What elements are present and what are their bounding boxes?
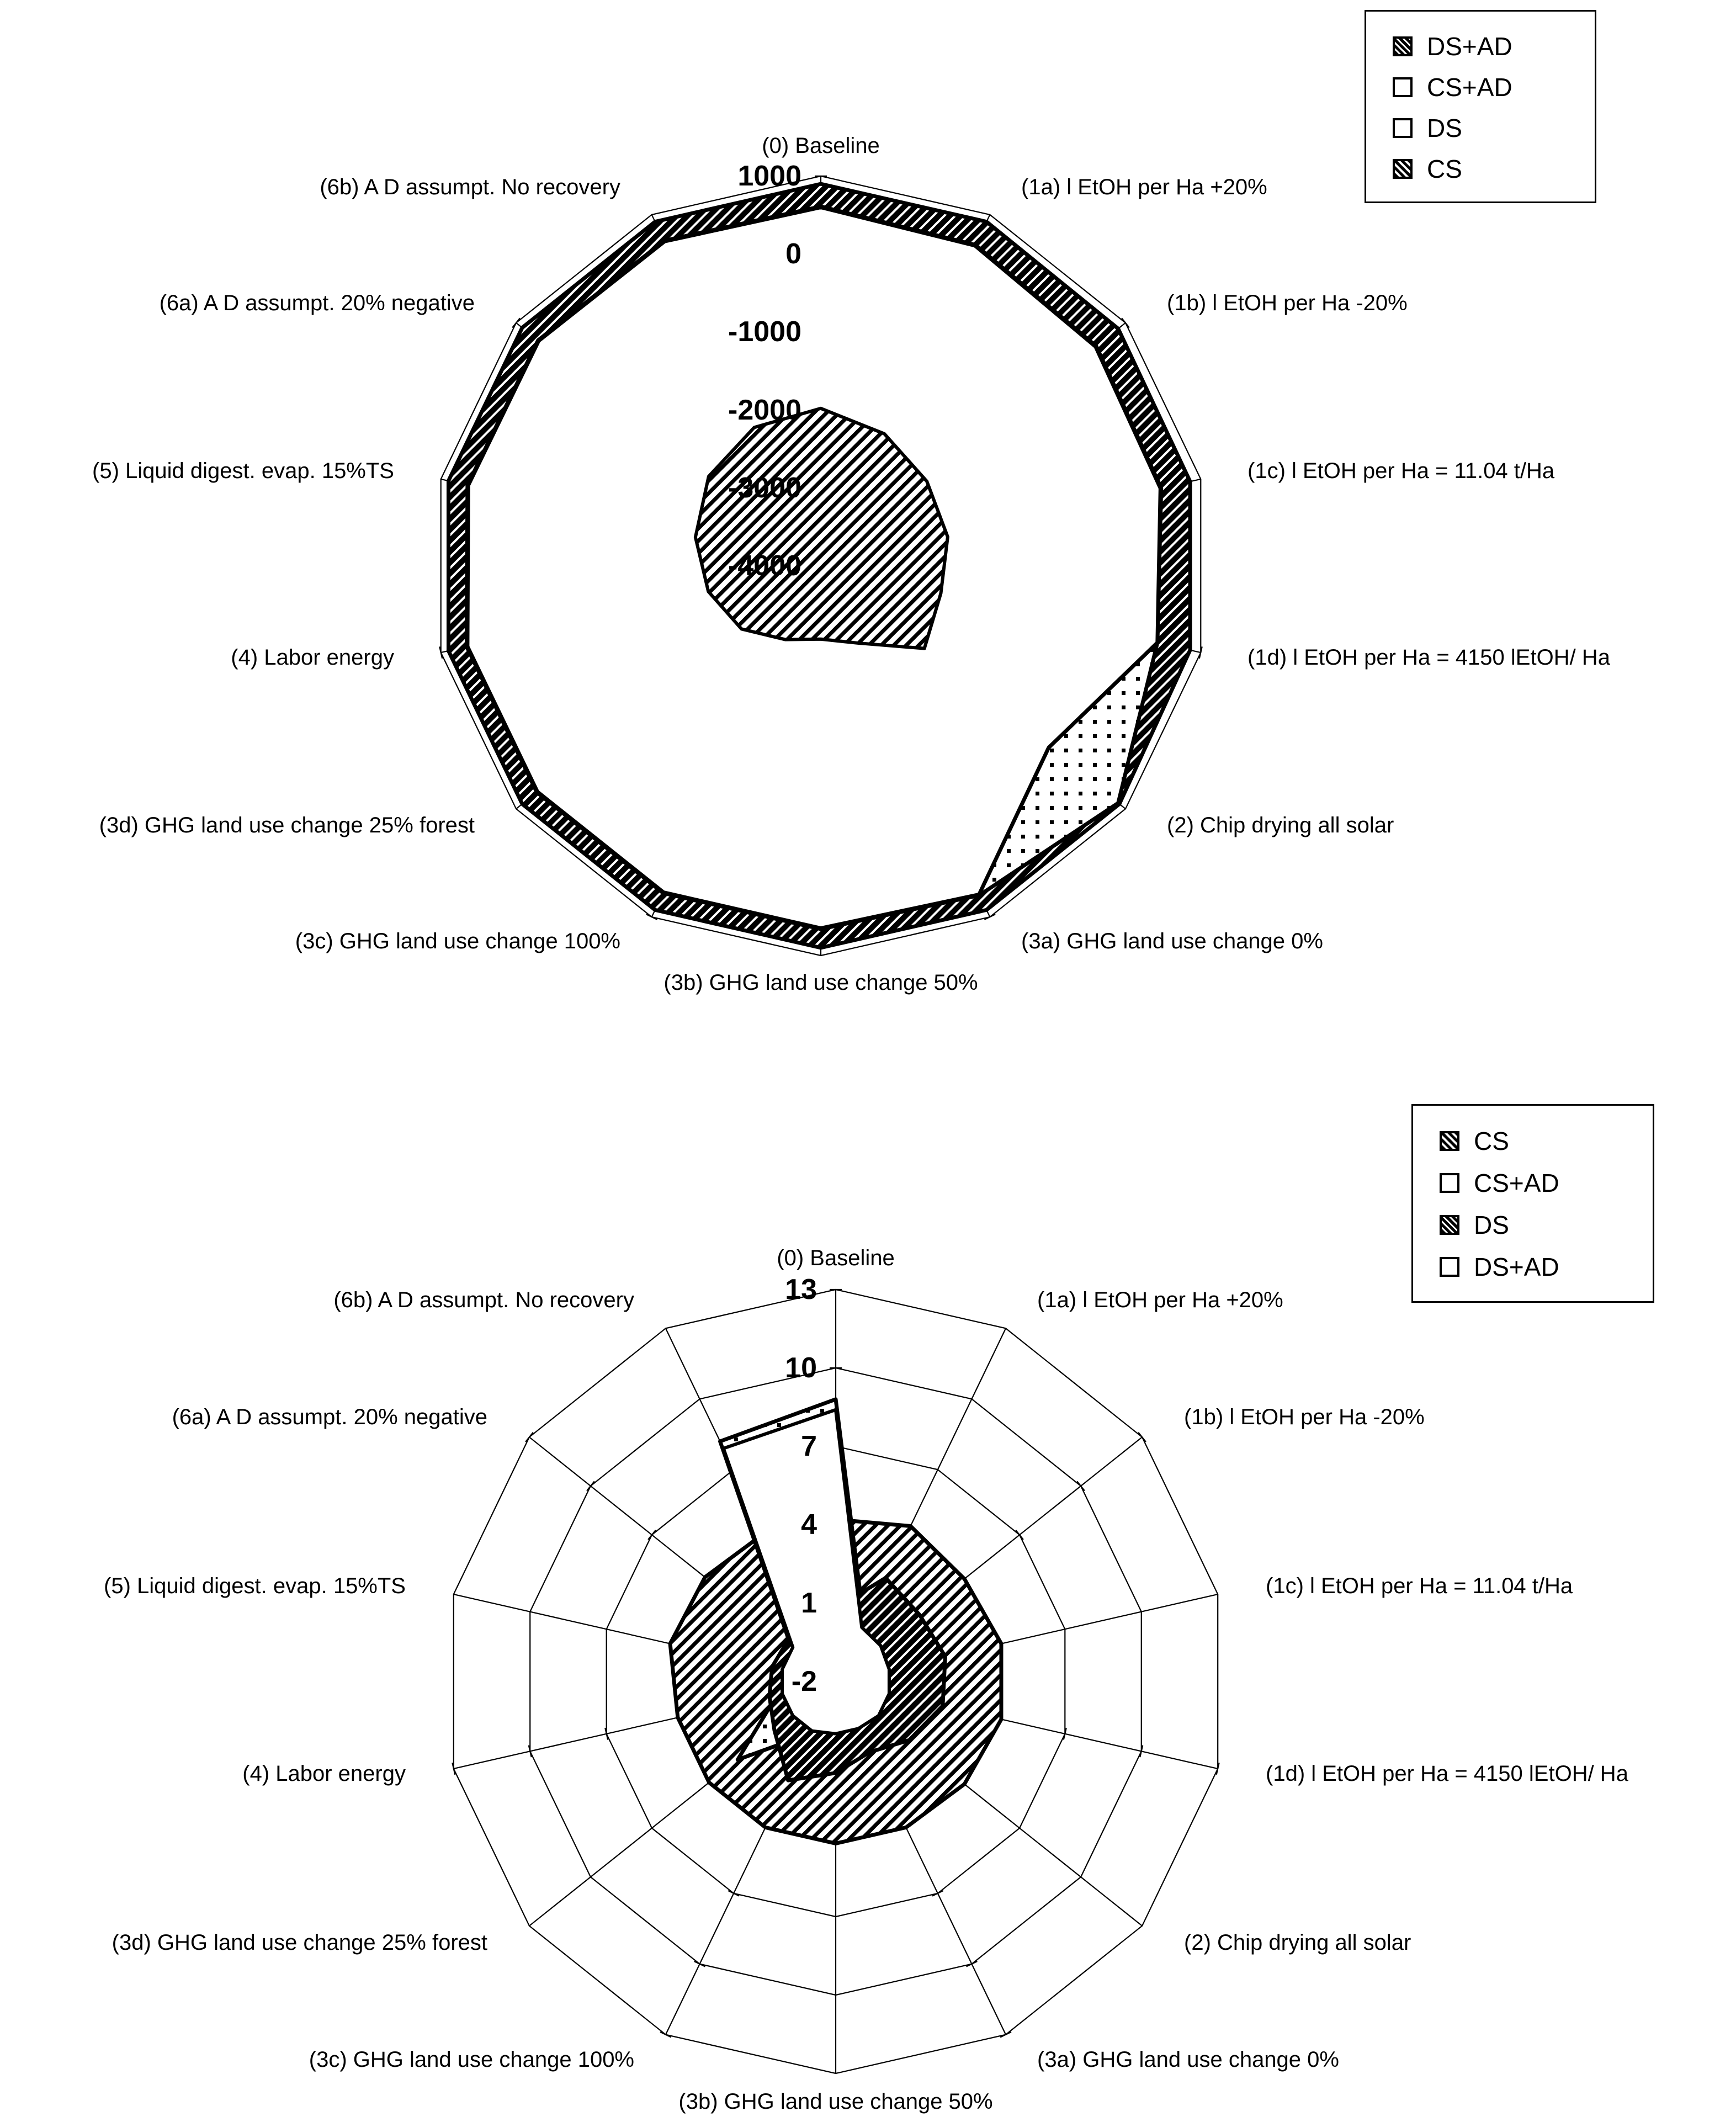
radar-axis-label: (3c) GHG land use change 100% <box>309 2047 634 2072</box>
legend-item[interactable] <box>1440 1204 1626 1246</box>
radar-axis-label: (5) Liquid digest. evap. 15%TS <box>92 459 394 483</box>
radar-axis-label: (6a) A D assumpt. 20% negative <box>172 1405 487 1429</box>
legend-swatch-light-hatch <box>1440 1131 1459 1151</box>
radar-axis-label: (1c) l EtOH per Ha = 11.04 t/Ha <box>1247 459 1555 483</box>
radar-axis-label: (1d) l EtOH per Ha = 4150 lEtOH/ Ha <box>1247 645 1610 670</box>
radar-axis-label: (3b) GHG land use change 50% <box>663 970 978 995</box>
radar-axis-label: (1a) l EtOH per Ha +20% <box>1021 175 1267 199</box>
radial-tick-label: -1000 <box>728 316 801 348</box>
radar-axis-label: (1c) l EtOH per Ha = 11.04 t/Ha <box>1266 1574 1573 1598</box>
legend-swatch-white <box>1440 1173 1459 1193</box>
legend-label: DS+AD <box>1474 1253 1559 1281</box>
radar-axis-label: (2) Chip drying all solar <box>1167 813 1394 837</box>
legend-label: CS <box>1474 1127 1509 1155</box>
radar-axis-label: (4) Labor energy <box>242 1762 406 1786</box>
legend-label: CS+AD <box>1427 73 1512 102</box>
radial-tick-label: 1 <box>801 1587 817 1619</box>
radar-axis-label: (2) Chip drying all solar <box>1184 1930 1411 1955</box>
radial-tick-label: -4000 <box>728 550 801 582</box>
radial-tick-label: 13 <box>785 1274 817 1306</box>
radar-axis-label: (5) Liquid digest. evap. 15%TS <box>104 1574 406 1598</box>
legend-label: DS+AD <box>1427 32 1512 61</box>
radar-axis-label: (6b) A D assumpt. No recovery <box>320 175 620 199</box>
radial-tick-label: -2 <box>791 1665 817 1697</box>
radial-tick-label: 10 <box>785 1352 817 1384</box>
legend-swatch-white <box>1440 1257 1459 1277</box>
radar-axis-label: (0) Baseline <box>777 1246 895 1270</box>
radial-tick-label: 4 <box>801 1509 817 1541</box>
radar-axis-label: (1a) l EtOH per Ha +20% <box>1037 1288 1283 1312</box>
legend-item[interactable] <box>1440 1120 1626 1162</box>
radar-axis-label: (1d) l EtOH per Ha = 4150 lEtOH/ Ha <box>1266 1762 1628 1786</box>
radial-tick-label: 1000 <box>737 160 801 192</box>
legend-label: DS <box>1474 1211 1509 1239</box>
radial-tick-label: -2000 <box>728 394 801 426</box>
radar-axis-label: (1b) l EtOH per Ha -20% <box>1167 291 1408 315</box>
radar-axis-label: (6b) A D assumpt. No recovery <box>333 1288 634 1312</box>
legend-swatch-dark-hatch <box>1440 1215 1459 1235</box>
radar-axis-label: (0) Baseline <box>762 134 880 158</box>
radar-axis-label: (3a) GHG land use change 0% <box>1037 2047 1339 2072</box>
legend-label: CS <box>1427 155 1462 183</box>
legend-label: CS+AD <box>1474 1169 1559 1197</box>
legend-label: DS <box>1427 114 1462 142</box>
radial-tick-label: 0 <box>785 238 801 270</box>
radar-axis-label: (3a) GHG land use change 0% <box>1021 929 1323 953</box>
radar-axis-label: (3b) GHG land use change 50% <box>678 2089 993 2114</box>
radar-axis-label: (3d) GHG land use change 25% forest <box>99 813 475 837</box>
radar-axis-label: (6a) A D assumpt. 20% negative <box>159 291 475 315</box>
radar-axis-label: (1b) l EtOH per Ha -20% <box>1184 1405 1425 1429</box>
radial-tick-label: -3000 <box>728 471 801 504</box>
legend-item[interactable] <box>1440 1162 1626 1204</box>
radar-axis-label: (3c) GHG land use change 100% <box>295 929 620 953</box>
radar-axis-label: (4) Labor energy <box>231 645 394 670</box>
radial-tick-label: 7 <box>801 1430 817 1462</box>
legend-item[interactable] <box>1440 1246 1626 1288</box>
chart-legend <box>1411 1104 1654 1303</box>
radar-axis-label: (3d) GHG land use change 25% forest <box>112 1930 487 1955</box>
